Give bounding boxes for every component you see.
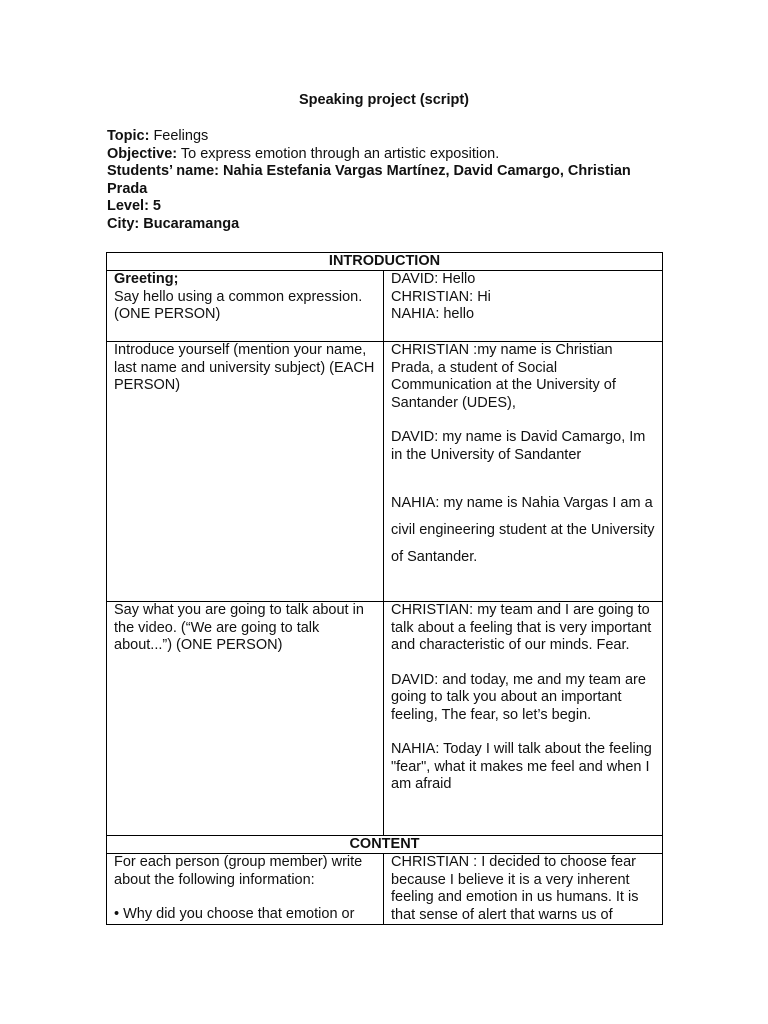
answer-cell: [384, 602, 663, 836]
prompt-line: (ONE PERSON): [114, 306, 221, 322]
prompt-bullet: • Why did you choose that emotion or: [114, 906, 355, 922]
answer-line: DAVID: Hello: [391, 271, 476, 287]
objective-line: [107, 146, 667, 164]
objective-value: To express emotion through an artistic exposition.: [177, 145, 500, 162]
answer-text: NAHIA: Today I will talk about the feeling "fear", what it makes me feel and when I am afraid: [391, 741, 652, 792]
introduction-header-row: [107, 253, 663, 271]
answer-text: CHRISTIAN: my team and I are going to talk about a feeling that is very important and characteristic of our minds. Fear.: [391, 602, 652, 653]
prompt-cell: [107, 342, 384, 602]
page-title: Speaking project (script): [298, 92, 469, 108]
answer-text: CHRISTIAN : I decided to choose fear because I believe it is a very inherent feeling and emotion in us humans. It is that sense of alert that warns us of: [391, 854, 639, 923]
topic-line: [107, 128, 667, 146]
students-line: Students’ name: Nahia Estefania Vargas Martínez, David Camargo, Christian Prada: [107, 163, 631, 197]
table-row: [107, 602, 663, 836]
answer-line: CHRISTIAN: Hi: [391, 288, 491, 305]
answer-text: DAVID: and today, me and my team are going to talk you about an important feeling, The fear, so let’s begin.: [391, 671, 646, 723]
answer-text: CHRISTIAN :my name is Christian Prada, a student of Social Communication at the University of Santander (UDES),: [391, 342, 616, 411]
city-line: City: Bucaramanga: [107, 215, 240, 232]
topic-label: Topic:: [107, 128, 150, 144]
answer-text: NAHIA: my name is Nahia Vargas I am a civil engineering student at the University of Santander.: [391, 495, 655, 565]
content-header: CONTENT: [107, 836, 663, 854]
table-row: [107, 342, 663, 602]
table-row: [107, 271, 663, 342]
prompt-text: For each person (group member) write about the following information:: [114, 854, 363, 888]
answer-cell: [384, 271, 663, 342]
introduction-header: INTRODUCTION: [107, 253, 663, 271]
answer-text: DAVID: my name is David Camargo, Im in the University of Sandanter: [391, 429, 646, 463]
objective-label: Objective:: [107, 145, 178, 162]
answer-cell: [384, 854, 663, 925]
prompt-text: Introduce yourself (mention your name, last name and university subject) (EACH PERSON): [114, 342, 375, 393]
prompt-cell: [107, 602, 384, 836]
table-row: [107, 854, 663, 925]
topic-value: Feelings: [149, 128, 209, 144]
answer-line: NAHIA: hello: [391, 306, 475, 322]
project-info: [107, 128, 667, 233]
answer-cell: [384, 342, 663, 602]
content-header-row: [107, 836, 663, 854]
prompt-line: Say hello using a common expression.: [114, 288, 363, 305]
prompt-title: Greeting;: [114, 271, 179, 287]
level-line: Level: 5: [107, 198, 161, 214]
prompt-cell: [107, 271, 384, 342]
prompt-text: Say what you are going to talk about in the video. (“We are going to talk about...”) (ONE PERSON): [114, 602, 364, 653]
script-table: [106, 252, 663, 925]
prompt-cell: [107, 854, 384, 925]
